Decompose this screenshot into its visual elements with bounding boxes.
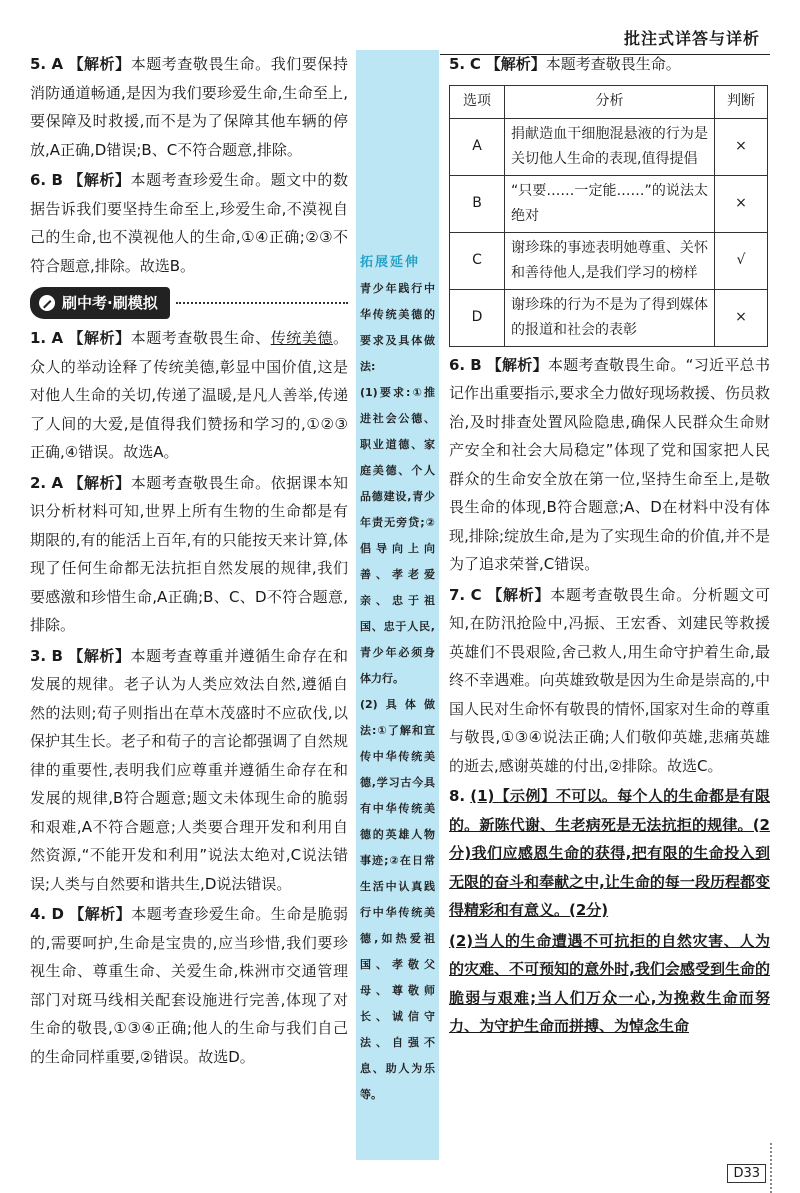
left-column [30,50,348,1073]
answer-q8: 8. (1)【示例】不可以。每个人的生命都是有限的。新陈代谢、生老病死是无法抗拒的规律。(2分)我们应感恩生命的获得,把有限的生命投入到无限的奋斗和奉献之中,让生命的每一段历程都变得精彩和有意义。(2分) [449,787,770,919]
right-column [449,50,770,1043]
answer-q5-a: 5. A 【解析】本题考查敬畏生命。我们要保持消防通道畅通,是因为我们要珍爱生命,生命至上,要保障及时救援,而不是为了保障其他车辆的停放,A正确,D错误;B、C不符合题意,排除。 [30,55,348,159]
table-header-analysis: 分析 [505,85,715,118]
page-corner-dots [770,1143,800,1193]
section-header [30,286,348,320]
table-row: D 谢珍珠的行为不是为了得到媒体的报道和社会的表彰 × [450,289,768,346]
table-row: B “只要……一定能……”的说法太绝对 × [450,175,768,232]
strip-requirements: (1)要求:①推进社会公德、职业道德、家庭美德、个人品德建设,青少年责无旁贷;②倡导向上向善、孝老爱亲、忠于祖国、忠于人民,青少年必须身体力行。 [360,386,435,685]
answer-q6-b-right: 6. B 【解析】本题考查敬畏生命。“习近平总书记作出重要指示,要求全力做好现场救援、伤员救治,及时排查处置风险隐患,确保人民群众生命财产安全和社会大局稳定”体现了党和国家把人民群众的生命安全放在第一位,坚持生命至上,是敬畏生命的体现,B符合题意;A、D在材料中没有体现,排除;绽放生命,是为了实现生命的价值,并不是为了追求荣誉,C错误。 [449,355,770,573]
page-header-title: 批注式详答与详析 [623,29,760,48]
strip-intro: 青少年践行中华传统美德的要求及具体做法: [360,282,435,373]
section-badge: 刷中考·刷模拟 [30,287,170,320]
page-number: D33 [727,1164,766,1183]
pencil-icon [38,294,56,312]
table-header-row [450,85,768,118]
strip-practices: (2)具体做法:①了解和宣传中华传统美德,学习古今具有中华传统美德的英雄人物事迹;②在日常生活中认真践行中华传统美德,如热爱祖国、孝敬父母、尊敬师长、诚信守法、自强不息、助人为乐等。 [360,698,435,1101]
strip-title: 拓展延伸 [360,255,421,270]
answer-m4-d: 4. D 【解析】本题考查珍爱生命。生命是脆弱的,需要呵护,生命是宝贵的,应当珍惜,我们要珍视生命、尊重生命、关爱生命,株洲市交通管理部门对斑马线相关配套设施进行完善,体现了对生命的敬畏,①③④正确;他人的生命与我们自己的生命同样重要,②错误。故选D。 [30,905,348,1066]
table-row: A 捐献造血干细胞混悬液的行为是关切他人生命的表现,值得提倡 × [450,118,768,175]
answer-m1-a: 1. A 【解析】本题考查敬畏生命、传统美德。众人的举动诠释了传统美德,彰显中国价值,这是对他人生命的关切,传递了温暖,是凡人善举,传递了人间的大爱,是值得我们赞扬和学习的,①②③正确,④错误。故选A。 [30,329,348,461]
answer-m3-b: 3. B 【解析】本题考查尊重并遵循生命存在和发展的规律。老子认为人类应效法自然,遵循自然的法则;荀子则指出在草木茂盛时不应砍伐,以保护其生长。老子和荀子的言论都强调了自然规律的重要性,表明我们应尊重并遵循生命存在和发展的规律,B符合题意;题文未体现生命的脆弱和艰难,A不符合题意;人类要合理开发和利用自然资源,“不能开发和利用”说法太绝对,C说法错误;人类与自然要和谐共生,D说法错误。 [30,646,348,893]
answer-q8-part2-para [449,927,770,1041]
table-header-option: 选项 [450,85,505,118]
answer-q7-c: 7. C 【解析】本题考查敬畏生命。分析题文可知,在防汛抢险中,冯振、王宏香、刘建民等救援英雄们不畏艰险,舍己救人,用生命守护着生命,最终不幸遇难。向英雄致敬是因为生命是崇高的,中国人民对生命怀有敬畏的情怀,国家对生命的尊重与敬畏,①③④说法正确;人们敬仰英雄,悲痛英雄的逝去,感谢英雄的付出,②排除。故选C。 [449,585,770,775]
answer-q8-part1: (1)【示例】不可以。每个人的生命都是有限的。新陈代谢、生老病死是无法抗拒的规律。(2分)我们应感恩生命的获得,把有限的生命投入到无限的奋斗和奉献之中,让生命的每一段历程都变得精彩和有意义。(2分) [449,787,770,919]
table-row: C 谢珍珠的事迹表明她尊重、关怀和善待他人,是我们学习的榜样 √ [450,232,768,289]
analysis-table [449,85,768,347]
answer-q6-b: 6. B 【解析】本题考查珍爱生命。题文中的数据告诉我们要坚持生命至上,珍爱生命,不漠视自己的生命,也不漠视他人的生命,①④正确;②③不符合题意,排除。故选B。 [30,171,348,275]
section-dotted-rule [176,302,348,304]
answer-m2-a: 2. A 【解析】本题考查敬畏生命。依据课本知识分析材料可知,世界上所有生物的生命都是有期限的,有的能活上百年,有的只能按天来计算,体现了任何生命都无法抗拒自然发展的规律,我们要感激和珍惜生命,A正确;B、C、D不符合题意,排除。 [30,473,348,634]
answer-q8-part2: (2)当人的生命遭遇不可抗拒的自然灾害、人为的灾难、不可预知的意外时,我们会感受到生命的脆弱与艰难;当人们万众一心,为挽救生命而努力、为守护生命而拼搏、为悼念生命 [449,931,770,1035]
table-header-judgement: 判断 [715,85,768,118]
answer-q5-c: 5. C 【解析】本题考查敬畏生命。 [449,55,681,73]
extension-side-strip [356,50,439,1160]
